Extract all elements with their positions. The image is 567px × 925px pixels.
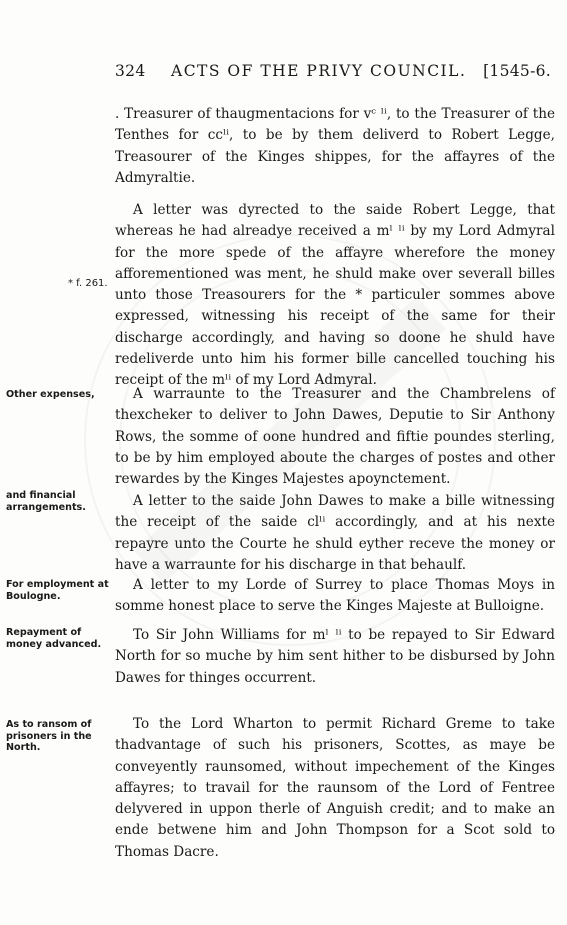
margin-note-repayment: Repayment of money advanced. xyxy=(6,627,102,650)
paragraph-warrant-john-dawes: A warraunte to the Treasurer and the Chambrelens of thexcheker to deliver to John Dawes, Deputie to Sir Anthony Rows, the somme of oone hundred and fiftie poundes sterling, to be by him employed aboute the charges of postes and other rewardes by the Kinges Majestes apoynctement. xyxy=(115,386,555,488)
margin-note-boulogne: For employment at Boulogne. xyxy=(6,579,109,602)
margin-note-financial-arrangements: and financial arrangements. xyxy=(6,490,86,513)
margin-note-ransom: As to ransom of prisoners in the North. xyxy=(6,719,92,753)
margin-note-other-expenses: Other expenses, xyxy=(6,389,95,400)
paragraph-lord-wharton: To the Lord Wharton to permit Richard Greme to take thadvantage of such his prisoners, Scottes, as maye be conveyently raunsomed, without impechement of the Kinges affayres; to travail for the raunsom of the Lord of Fentree delyvered in uppon therle of Anguish credit; and to make an ende betwene him and John Thompson for a Scot sold to Thomas Dacre. xyxy=(115,716,555,860)
year-range: [1545-6. xyxy=(483,62,551,80)
page-header xyxy=(115,62,555,84)
folio-reference: * f. 261. xyxy=(68,278,108,289)
running-title: ACTS OF THE PRIVY COUNCIL. xyxy=(171,62,467,80)
paragraph-sir-john-williams: To Sir John Williams for mˡ ˡⁱ to be repayed to Sir Edward North for so muche by him sent hither to be disbursed by John Dawes for thinges occurrent. xyxy=(115,627,555,686)
paragraph-letter-surrey: A letter to my Lorde of Surrey to place Thomas Moys in somme honest place to serve the Kinges Majeste at Bulloigne. xyxy=(115,577,555,615)
paragraph-letter-john-dawes: A letter to the saide John Dawes to make a bille witnessing the receipt of the saide clˡⁱ accordingly, and at his nexte repayre unto the Courte he shuld eyther receve the money or have a warraunte for his discharge in that behaulf. xyxy=(115,493,555,573)
page-number: 324 xyxy=(115,62,146,80)
paragraph-letter-robert-legge: A letter was dyrected to the saide Robert Legge, that whereas he had alreadye received a mˡ ˡⁱ by my Lord Admyral for the more spede of the affayre wherefore the money afforementioned was ment, he shuld make over severall billes unto those Treasourers for the * particuler sommes above expressed, witnessing his receipt of the same for their discharge accordingly, and having so doone he shuld have redeliverde unto him his former bille cancelled touching his receipt of the mˡⁱ of my Lord Admyral. xyxy=(115,202,555,389)
paragraph-treasurer-allocations: . Treasurer of thaugmentacions for vᶜ ˡⁱ, to the Treasurer of the Tenthes for ccˡⁱ, to be by them deliverd to Robert Legge, Treasourer of the Kinges shippes, for the affayres of the Admyraltie. xyxy=(115,106,555,186)
